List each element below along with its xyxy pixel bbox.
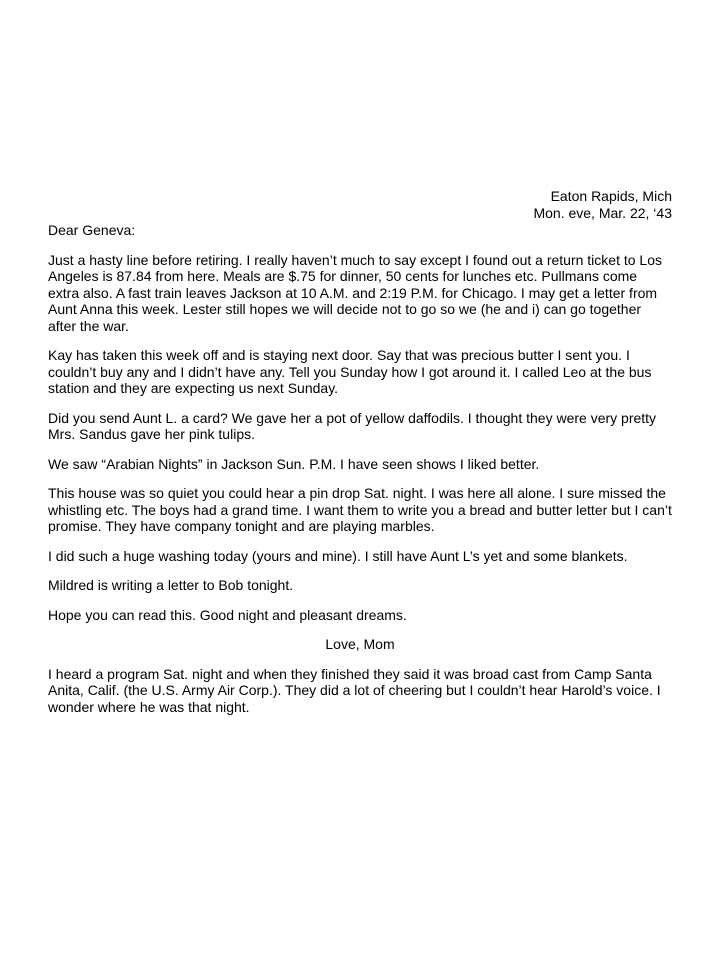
paragraph-ticket-prices: Just a hasty line before retiring. I really haven’t much to say except I found out a return ticket to Los Angeles is 87.84 from here. Meals are $.75 for dinner, 50 cents for lunches etc. Pullmans come extra also. A fast train leaves Jackson at 10 A.M. and 2:19 P.M. for Chicago. I may get a letter from Aunt Anna this week. Lester still hopes we will decide not to go so we (he and i) can go together after the war. [48, 251, 662, 334]
paragraph-quiet-house: This house was so quiet you could hear a pin drop Sat. night. I was here all alone. I sure missed the whistling etc. The boys had a grand time. I want them to write you a bread and butter letter but I can’t promise. They have company tonight and are playing marbles. [48, 485, 672, 534]
paragraph-good-night: Hope you can read this. Good night and pleasant dreams. [48, 606, 407, 623]
paragraph-mildred: Mildred is writing a letter to Bob tonight. [48, 577, 294, 593]
letter-salutation: Dear Geneva: [48, 222, 136, 238]
letter-place: Eaton Rapids, Mich [550, 188, 672, 204]
letter-date: Mon. eve, Mar. 22, ‘43 [533, 205, 672, 221]
paragraph-washing: I did such a huge washing today (yours and mine). I still have Aunt L’s yet and some blankets. [48, 547, 628, 564]
paragraph-kay-butter: Kay has taken this week off and is staying next door. Say that was precious butter I sent you. I couldn’t buy any and I didn’t have any. Tell you Sunday how I got around it. I called Leo at the bus station and they are expecting us next Sunday. [48, 347, 652, 396]
letter-header [48, 188, 672, 222]
letter-postscript: I heard a program Sat. night and when they finished they said it was broad cast from Camp Santa Anita, Calif. (the U.S. Army Air Corp.). They did a lot of cheering but I couldn’t hear Harold’s voice. I wonder where he was that night. [48, 665, 661, 715]
letter-body [48, 188, 672, 728]
paragraph-aunt-card: Did you send Aunt L. a card? We gave her a pot of yellow daffodils. I thought they were very pretty Mrs. Sandus gave her pink tulips. [48, 409, 657, 442]
paragraph-arabian-nights: We saw “Arabian Nights” in Jackson Sun. P.M. I have seen shows I liked better. [48, 455, 540, 472]
letter-closing: Love, Mom [325, 636, 395, 652]
